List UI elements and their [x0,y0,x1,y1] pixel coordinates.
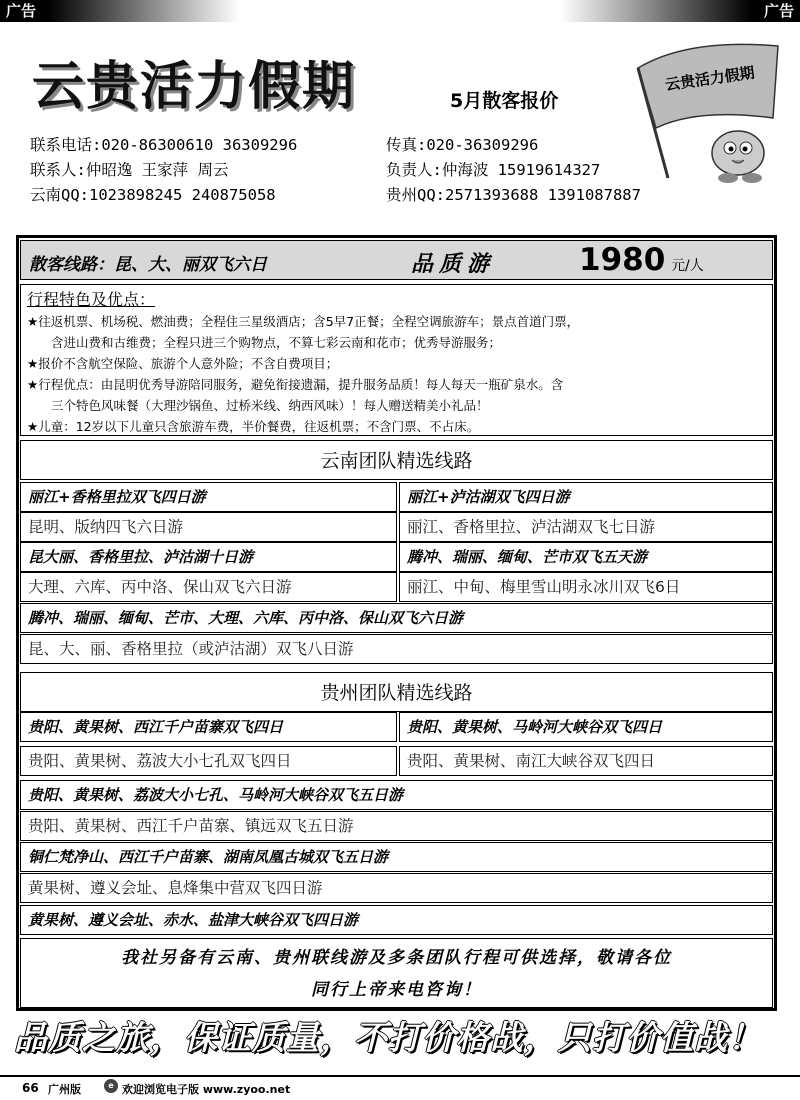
contact-manager: 负责人:仲海波 15919614327 [386,161,601,179]
headline-brand: 品质游 [411,251,496,277]
guizhou-section-title: 贵州团队精选线路 [20,672,773,712]
route-item: 昆、大、丽、香格里拉（或泸沽湖）双飞八日游 [20,634,773,664]
headline-unit: 元/人 [671,258,704,274]
flag-text: 云贵活力假期 [664,63,756,94]
notice-line-1: 我社另备有云南、贵州联线游及多条团队行程可供选择，敬请各位 [121,948,672,968]
features-box [20,284,773,436]
feature-line: ★报价不含航空保险、旅游个人意外险；不含自费项目； [27,356,339,371]
page-number: 66 [22,1081,39,1095]
route-item: 丽江、香格里拉、泸沽湖双飞七日游 [399,512,773,542]
features-title: 行程特色及优点： [27,290,156,309]
ad-tag-left: 广告 [0,0,42,22]
route-item: 昆明、版纳四飞六日游 [20,512,397,542]
contact-persons: 联系人:仲昭逸 王家萍 周云 [30,161,229,179]
contact-fax: 传真:020-36309296 [386,136,539,154]
feature-line: ★行程优点：由昆明优秀导游陪同服务，避免衔接遗漏，提升服务品质！每人每天一瓶矿泉水。含 [27,377,564,392]
footer-divider [0,1075,800,1077]
price-subtitle: 5月散客报价 [450,90,559,112]
headline-price: 1980 [579,242,666,278]
notice-box [20,938,773,1008]
route-item: 贵阳、黄果树、西江千户苗寨双飞四日 [20,712,397,742]
mascot-flag-icon [628,28,793,188]
route-item: 丽江+香格里拉双飞四日游 [20,482,397,512]
brand-title: 云贵活力假期 [32,56,357,117]
website-link[interactable]: 欢迎浏览电子版 www.zyoo.net [122,1083,291,1096]
route-item: 铜仁梵净山、西江千户苗寨、湖南凤凰古城双飞五日游 [20,842,773,872]
route-item: 贵阳、黄果树、南江大峡谷双飞四日 [399,746,773,776]
contact-yunnan-qq: 云南QQ:1023898245 240875058 [30,186,276,204]
notice-line-2: 同行上帝来电咨询！ [311,980,482,1000]
route-item: 贵阳、黄果树、马岭河大峡谷双飞四日 [399,712,773,742]
route-item: 贵阳、黄果树、荔波大小七孔双飞四日 [20,746,397,776]
headline-route: 散客线路：昆、大、丽双飞六日 [29,255,267,275]
feature-line: ★儿童：12岁以下儿童只含旅游车费，半价餐费，往返机票；不含门票、不占床。 [27,419,480,434]
route-item: 黄果树、遵义会址、赤水、盐津大峡谷双飞四日游 [20,905,773,935]
route-item: 黄果树、遵义会址、息烽集中营双飞四日游 [20,873,773,903]
route-item: 腾冲、瑞丽、缅甸、芒市、大理、六库、丙中洛、保山双飞六日游 [20,603,773,633]
contact-phone: 联系电话:020-86300610 36309296 [30,136,298,154]
route-item: 腾冲、瑞丽、缅甸、芒市双飞五天游 [399,542,773,572]
route-item: 昆大丽、香格里拉、泸沽湖十日游 [20,542,397,572]
headline-bar [20,240,773,280]
route-item: 丽江+泸沽湖双飞四日游 [399,482,773,512]
feature-line: 含进山费和古维费；全程只进三个购物点，不算七彩云南和花市；优秀导游服务； [51,335,502,350]
top-banner-bar [0,0,800,22]
route-item: 丽江、中甸、梅里雪山明永冰川双飞6日 [399,572,773,602]
site-logo-icon: e [104,1079,118,1093]
route-item: 大理、六库、丙中洛、保山双飞六日游 [20,572,397,602]
edition-label: 广州版 [48,1083,81,1096]
page-footer [0,1075,800,1100]
route-item: 贵阳、黄果树、西江千户苗寨、镇远双飞五日游 [20,811,773,841]
ad-tag-right: 广告 [758,0,800,22]
slogan: 品质之旅，保证质量，不打价格战，只打价值战！ [14,1018,762,1057]
yunnan-section-title: 云南团队精选线路 [20,440,773,480]
route-item: 贵阳、黄果树、荔波大小七孔、马岭河大峡谷双飞五日游 [20,780,773,810]
feature-line: 三个特色风味餐（大理沙锅鱼、过桥米线、纳西风味）！每人赠送精美小礼品！ [51,398,489,413]
contact-guizhou-qq: 贵州QQ:2571393688 1391087887 [386,186,641,204]
feature-line: ★往返机票、机场税、燃油费；全程住三星级酒店；含5早7正餐；全程空调旅游车；景点首道门票， [27,314,580,329]
